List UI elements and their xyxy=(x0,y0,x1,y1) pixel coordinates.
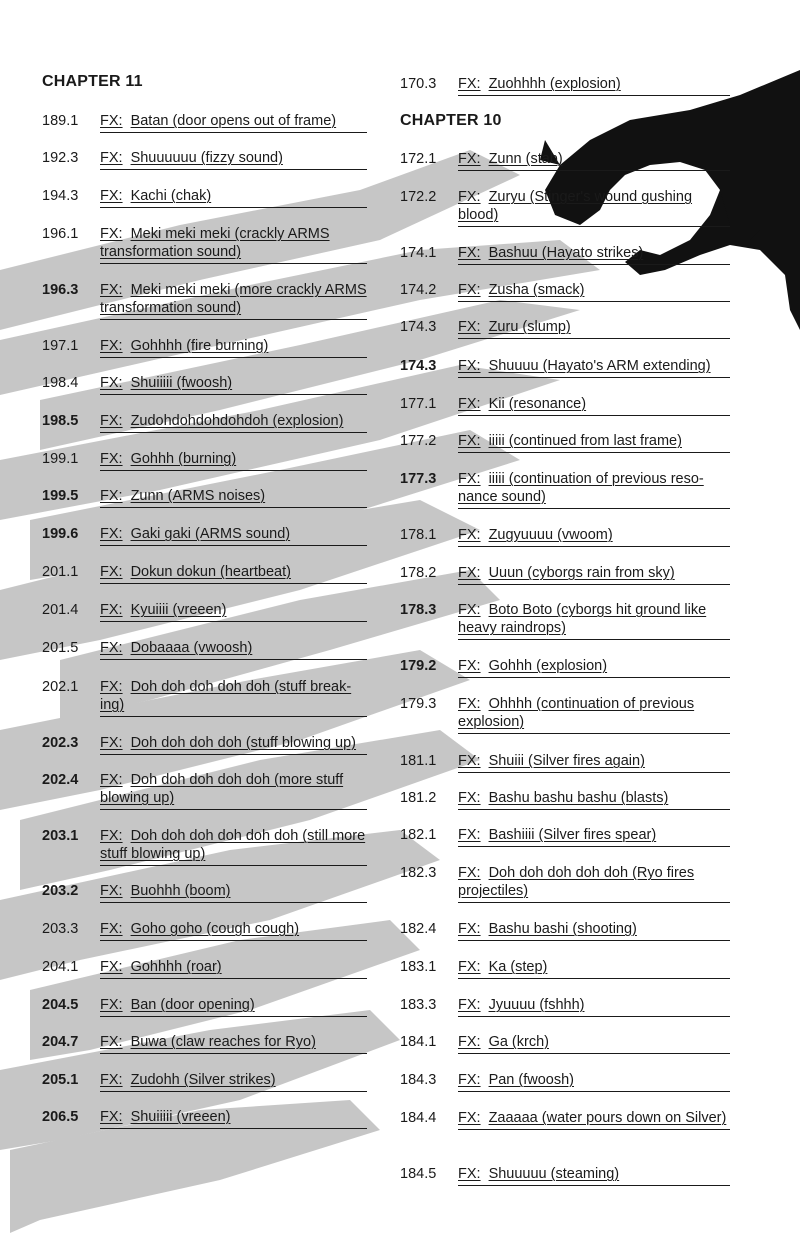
panel-number: 177.3 xyxy=(400,471,437,487)
panel-number: 204.1 xyxy=(42,959,79,975)
panel-number: 184.5 xyxy=(400,1166,437,1182)
panel-number: 172.1 xyxy=(400,151,437,167)
fx-description: FX: Bashu bashi (shooting) xyxy=(458,920,730,941)
fx-description: FX: Kyuiiii (vreeen) xyxy=(100,601,367,622)
fx-description: FX: Zuryu (Stinger's wound gushing blood) xyxy=(458,188,730,227)
panel-number: 183.1 xyxy=(400,959,437,975)
panel-number: 182.1 xyxy=(400,827,437,843)
panel-number: 179.3 xyxy=(400,696,437,712)
fx-description: FX: Dokun dokun (heartbeat) xyxy=(100,563,367,584)
panel-number: 202.3 xyxy=(42,735,79,751)
fx-description: FX: Gohhhh (roar) xyxy=(100,958,367,979)
fx-description: FX: Bashuu (Hayato strikes) xyxy=(458,244,730,265)
fx-description: FX: Bashu bashu bashu (blasts) xyxy=(458,789,730,810)
fx-description: FX: Meki meki meki (crackly ARMS transformation sound) xyxy=(100,225,367,264)
panel-number: 203.1 xyxy=(42,828,79,844)
panel-number: 203.2 xyxy=(42,883,79,899)
panel-number: 201.1 xyxy=(42,564,79,580)
fx-description: FX: Jyuuuu (fshhh) xyxy=(458,996,730,1017)
fx-description: FX: Zusha (smack) xyxy=(458,281,730,302)
panel-number: 198.4 xyxy=(42,375,79,391)
panel-number: 204.5 xyxy=(42,997,79,1013)
fx-description: FX: Zunn (stab) xyxy=(458,150,730,171)
fx-description: FX: Gohhh (explosion) xyxy=(458,657,730,678)
panel-number: 201.5 xyxy=(42,640,79,656)
panel-number: 205.1 xyxy=(42,1072,79,1088)
fx-description: FX: Doh doh doh doh doh (stuff break-ing) xyxy=(100,678,367,717)
panel-number: 170.3 xyxy=(400,76,437,92)
fx-description: FX: Zuohhhh (explosion) xyxy=(458,75,730,96)
chapter-10-heading: CHAPTER 10 xyxy=(400,112,502,129)
panel-number: 199.6 xyxy=(42,526,79,542)
fx-description: FX: Ohhhh (continuation of previous explosion) xyxy=(458,695,730,734)
fx-description: FX: Doh doh doh doh doh (Ryo fires projectiles) xyxy=(458,864,730,903)
panel-number: 184.3 xyxy=(400,1072,437,1088)
panel-number: 184.1 xyxy=(400,1034,437,1050)
fx-description: FX: Meki meki meki (more crackly ARMS transformation sound) xyxy=(100,281,367,320)
panel-number: 184.4 xyxy=(400,1110,437,1126)
fx-description: FX: iiiii (continuation of previous reso-nance sound) xyxy=(458,470,730,509)
panel-number: 202.4 xyxy=(42,772,79,788)
fx-description: FX: Shuiiiii (fwoosh) xyxy=(100,374,367,395)
fx-description: FX: Kii (resonance) xyxy=(458,395,730,416)
fx-description: FX: Doh doh doh doh doh (more stuff blowing up) xyxy=(100,771,367,810)
panel-number: 182.3 xyxy=(400,865,437,881)
panel-number: 201.4 xyxy=(42,602,79,618)
panel-number: 183.3 xyxy=(400,997,437,1013)
fx-description: FX: Boto Boto (cyborgs hit ground like heavy raindrops) xyxy=(458,601,730,640)
fx-description: FX: Zugyuuuu (vwoom) xyxy=(458,526,730,547)
fx-description: FX: iiiii (continued from last frame) xyxy=(458,432,730,453)
fx-description: FX: Pan (fwoosh) xyxy=(458,1071,730,1092)
fx-description: FX: Gaki gaki (ARMS sound) xyxy=(100,525,367,546)
fx-description: FX: Zaaaaa (water pours down on Silver) xyxy=(458,1109,730,1130)
fx-description: FX: Zudohdohdohdohdoh (explosion) xyxy=(100,412,367,433)
panel-number: 182.4 xyxy=(400,921,437,937)
fx-description: FX: Zudohh (Silver strikes) xyxy=(100,1071,367,1092)
fx-description: FX: Buohhh (boom) xyxy=(100,882,367,903)
fx-description: FX: Bashiiii (Silver fires spear) xyxy=(458,826,730,847)
panel-number: 177.2 xyxy=(400,433,437,449)
panel-number: 179.2 xyxy=(400,658,437,674)
panel-number: 178.2 xyxy=(400,565,437,581)
panel-number: 192.3 xyxy=(42,150,79,166)
fx-description: FX: Shuuuuuu (fizzy sound) xyxy=(100,149,367,170)
panel-number: 174.1 xyxy=(400,245,437,261)
panel-number: 172.2 xyxy=(400,189,437,205)
fx-description: FX: Gohhhh (fire burning) xyxy=(100,337,367,358)
fx-description: FX: Ka (step) xyxy=(458,958,730,979)
panel-number: 177.1 xyxy=(400,396,437,412)
fx-description: FX: Gohhh (burning) xyxy=(100,450,367,471)
panel-number: 181.1 xyxy=(400,753,437,769)
panel-number: 178.1 xyxy=(400,527,437,543)
panel-number: 174.3 xyxy=(400,358,437,374)
panel-number: 198.5 xyxy=(42,413,79,429)
panel-number: 196.3 xyxy=(42,282,79,298)
panel-number: 197.1 xyxy=(42,338,79,354)
chapter-11-heading: CHAPTER 11 xyxy=(42,73,143,90)
fx-description: FX: Shuuuu (Hayato's ARM extending) xyxy=(458,357,730,378)
panel-number: 203.3 xyxy=(42,921,79,937)
fx-description: FX: Ban (door opening) xyxy=(100,996,367,1017)
panel-number: 206.5 xyxy=(42,1109,79,1125)
fx-description: FX: Doh doh doh doh (stuff blowing up) xyxy=(100,734,367,755)
fx-description: FX: Batan (door opens out of frame) xyxy=(100,112,367,133)
fx-description: FX: Kachi (chak) xyxy=(100,187,367,208)
fx-description: FX: Goho goho (cough cough) xyxy=(100,920,367,941)
panel-number: 204.7 xyxy=(42,1034,79,1050)
panel-number: 199.5 xyxy=(42,488,79,504)
panel-number: 199.1 xyxy=(42,451,79,467)
panel-number: 174.3 xyxy=(400,319,437,335)
panel-number: 196.1 xyxy=(42,226,79,242)
fx-description: FX: Doh doh doh doh doh doh (still more stuff blowing up) xyxy=(100,827,367,866)
fx-description: FX: Dobaaaa (vwoosh) xyxy=(100,639,367,660)
panel-number: 202.1 xyxy=(42,679,79,695)
fx-description: FX: Shuiii (Silver fires again) xyxy=(458,752,730,773)
panel-number: 174.2 xyxy=(400,282,437,298)
fx-description: FX: Uuun (cyborgs rain from sky) xyxy=(458,564,730,585)
fx-description: FX: Shuuuuu (steaming) xyxy=(458,1165,730,1186)
panel-number: 178.3 xyxy=(400,602,437,618)
panel-number: 194.3 xyxy=(42,188,79,204)
fx-description: FX: Zuru (slump) xyxy=(458,318,730,339)
fx-description: FX: Buwa (claw reaches for Ryo) xyxy=(100,1033,367,1054)
panel-number: 189.1 xyxy=(42,113,79,129)
fx-description: FX: Shuiiiii (vreeen) xyxy=(100,1108,367,1129)
fx-description: FX: Zunn (ARMS noises) xyxy=(100,487,367,508)
fx-description: FX: Ga (krch) xyxy=(458,1033,730,1054)
panel-number: 181.2 xyxy=(400,790,437,806)
